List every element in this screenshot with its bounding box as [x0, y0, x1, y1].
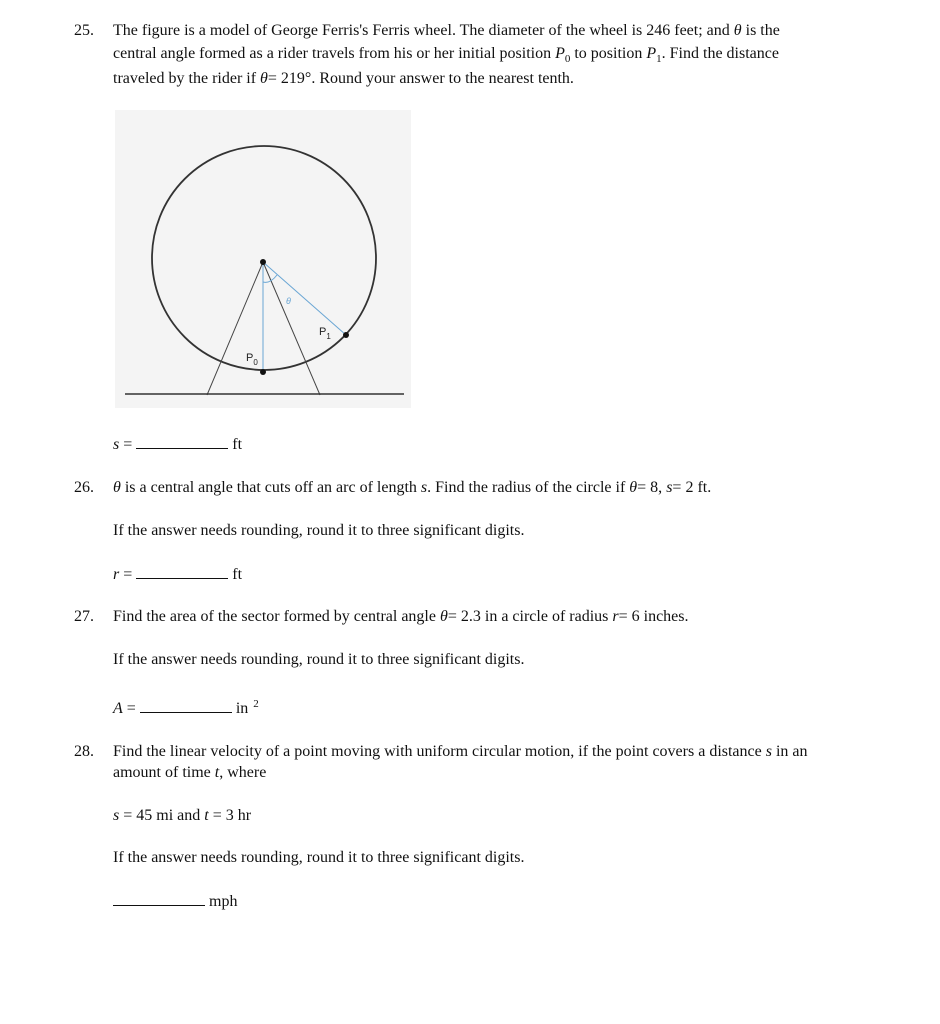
question-number: 28.	[74, 743, 94, 760]
answer-blank[interactable]	[136, 564, 228, 579]
question-number: 27.	[74, 608, 94, 625]
question-text-line: θ is a central angle that cuts off an arc of length s. Find the radius of the circle if θ= 8, s= 2 ft.	[113, 479, 712, 496]
answer-row: mph	[113, 891, 237, 911]
answer-row: s = ft	[113, 436, 243, 453]
ferris-wheel-figure	[110, 108, 415, 413]
given-values: s = 45 mi and t = 3 hr	[113, 807, 252, 824]
question-number: 26.	[74, 479, 94, 496]
question-text-line: Find the area of the sector formed by central angle θ= 2.3 in a circle of radius r= 6 inches.	[113, 608, 689, 625]
rounding-instruction: If the answer needs rounding, round it to three significant digits.	[113, 651, 525, 668]
answer-blank[interactable]	[113, 891, 205, 906]
theta-label: θ	[286, 296, 291, 306]
question-text-line: amount of time t, where	[113, 764, 267, 781]
point-p1	[343, 332, 349, 338]
answer-row: r = ft	[113, 566, 243, 583]
p0-label: $P_0$	[246, 352, 258, 367]
answer-row: A = in $^2$	[113, 698, 259, 717]
question-text-line: The figure is a model of George Ferris's Ferris wheel. The diameter of the wheel is 246 feet; and θ is the	[113, 22, 780, 39]
ferris-wheel-diagram	[110, 108, 415, 413]
question-text-line: traveled by the rider if θ= 219°. Round your answer to the nearest tenth.	[113, 70, 574, 87]
question-text-line: central angle formed as a rider travels from his or her initial position $P_0$ to position $P_1$. Find the distance	[113, 45, 779, 65]
p1-label: $P_1$	[319, 326, 331, 341]
question-text-line: Find the linear velocity of a point moving with uniform circular motion, if the point covers a distance s in an	[113, 743, 808, 760]
answer-blank[interactable]	[136, 434, 228, 449]
question-number: 25.	[74, 22, 94, 39]
rounding-instruction: If the answer needs rounding, round it to three significant digits.	[113, 522, 525, 539]
rounding-instruction: If the answer needs rounding, round it to three significant digits.	[113, 849, 525, 866]
wheel-hub	[260, 259, 266, 265]
point-p0	[260, 369, 266, 375]
answer-blank[interactable]	[140, 698, 232, 713]
